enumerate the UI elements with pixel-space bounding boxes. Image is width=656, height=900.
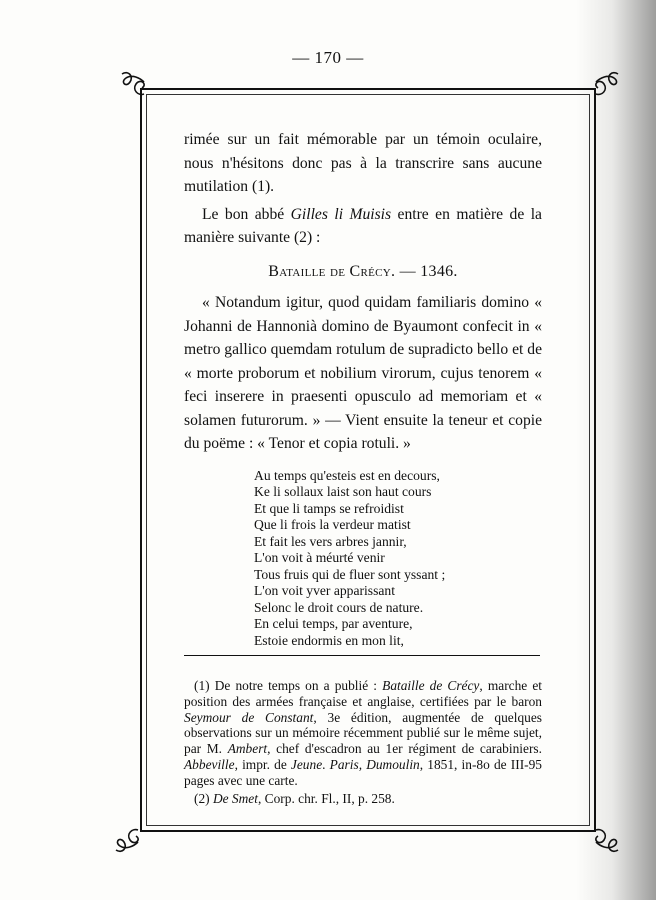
author-name: Gilles li Muisis <box>290 205 392 223</box>
flourish-ornament-icon <box>590 826 622 856</box>
footnote-text: (2) <box>194 790 213 806</box>
poem <box>254 468 542 650</box>
poem-line: L'on voit yver apparissant <box>254 583 395 598</box>
footnote-text: , 1851, in-8o de III-95 pages avec une carte. <box>184 756 543 788</box>
poem-line: Et que li tamps se refroidist <box>254 500 404 516</box>
paragraph-continuation: rimée sur un fait mémorable par un témoin oculaire, nous n'hésitons donc pas à la transcrire sans aucune mutilation (1). <box>184 131 542 195</box>
poem-line: Et fait les vers arbres jannir, <box>254 533 407 549</box>
footnote-text: , impr. de <box>234 756 291 772</box>
footnote-text: , chef d'escadron au 1er régiment de carabiniers. <box>267 741 542 757</box>
footnote-italic: Abbeville <box>184 756 235 772</box>
footnote-italic: Jeune <box>290 756 323 772</box>
section-title <box>184 260 542 284</box>
footnote-text: (1) De notre temps on a publié : <box>194 678 383 693</box>
flourish-ornament-icon <box>118 68 150 98</box>
latin-quote: « Notandum igitur, quod quidam familiaris domino « Johanni de Hannonià domino de Byaumont confecit in « metro gallico quemdam rotulum de supradicto bello et de « morte proborum et nobilium virorum, cujus tenorem « feci inserere in praesenti opusculo ad memoriam et « solamen futurorum. » — Vient ensuite la teneur et copie du poëme : « Tenor et copia rotuli. » <box>184 294 542 452</box>
poem-line: Estoie endormis en mon lit, <box>254 632 404 648</box>
footnote-italic: De Smet <box>212 790 258 806</box>
poem-line: En celui temps, par aventure, <box>254 616 413 631</box>
page-number: — 170 — <box>292 48 364 67</box>
poem-line: Tous fruis qui de fluer sont yssant ; <box>254 566 446 582</box>
paragraph-text: entre en matière de la manière suivante (2) : <box>184 205 542 246</box>
footnote-italic: Paris, Dumoulin <box>329 756 420 772</box>
paragraph-text: Le bon abbé <box>202 205 291 223</box>
poem-line: L'on voit à méurté venir <box>254 550 385 565</box>
footnote-text: , marche et position des armées française et anglaise, certifiées par le baron <box>184 678 543 709</box>
footnote-italic: Ambert <box>227 741 268 757</box>
poem-line: Au temps qu'esteis est en decours, <box>254 467 440 483</box>
poem-line: Selonc le droit cours de nature. <box>254 599 424 615</box>
footnote-italic: Bataille de Crécy <box>382 678 480 693</box>
section-title-name: Bataille de Crécy. <box>268 262 396 280</box>
paragraph-abbe <box>184 203 542 250</box>
poem-line: Que li frois la verdeur matist <box>254 517 411 532</box>
flourish-ornament-icon <box>590 68 622 98</box>
flourish-ornament-icon <box>112 826 144 856</box>
footnote-2 <box>184 791 542 807</box>
main-text <box>184 128 542 649</box>
footnotes <box>184 678 542 806</box>
footnote-italic: Seymour de Constant <box>184 709 314 725</box>
footnote-text: , Corp. chr. Fl., II, p. 258. <box>257 790 395 806</box>
footnote-text: , 3e édition, augmentée de quelques observations sur un mémoire récemment publié sur le même sujet, par M. <box>184 709 543 757</box>
footnote-divider <box>184 655 540 656</box>
poem-line: Ke li sollaux laist son haut cours <box>254 484 432 499</box>
footnote-text: . <box>322 756 330 772</box>
footnote-1 <box>184 678 542 789</box>
section-title-year: — 1346. <box>395 262 458 280</box>
